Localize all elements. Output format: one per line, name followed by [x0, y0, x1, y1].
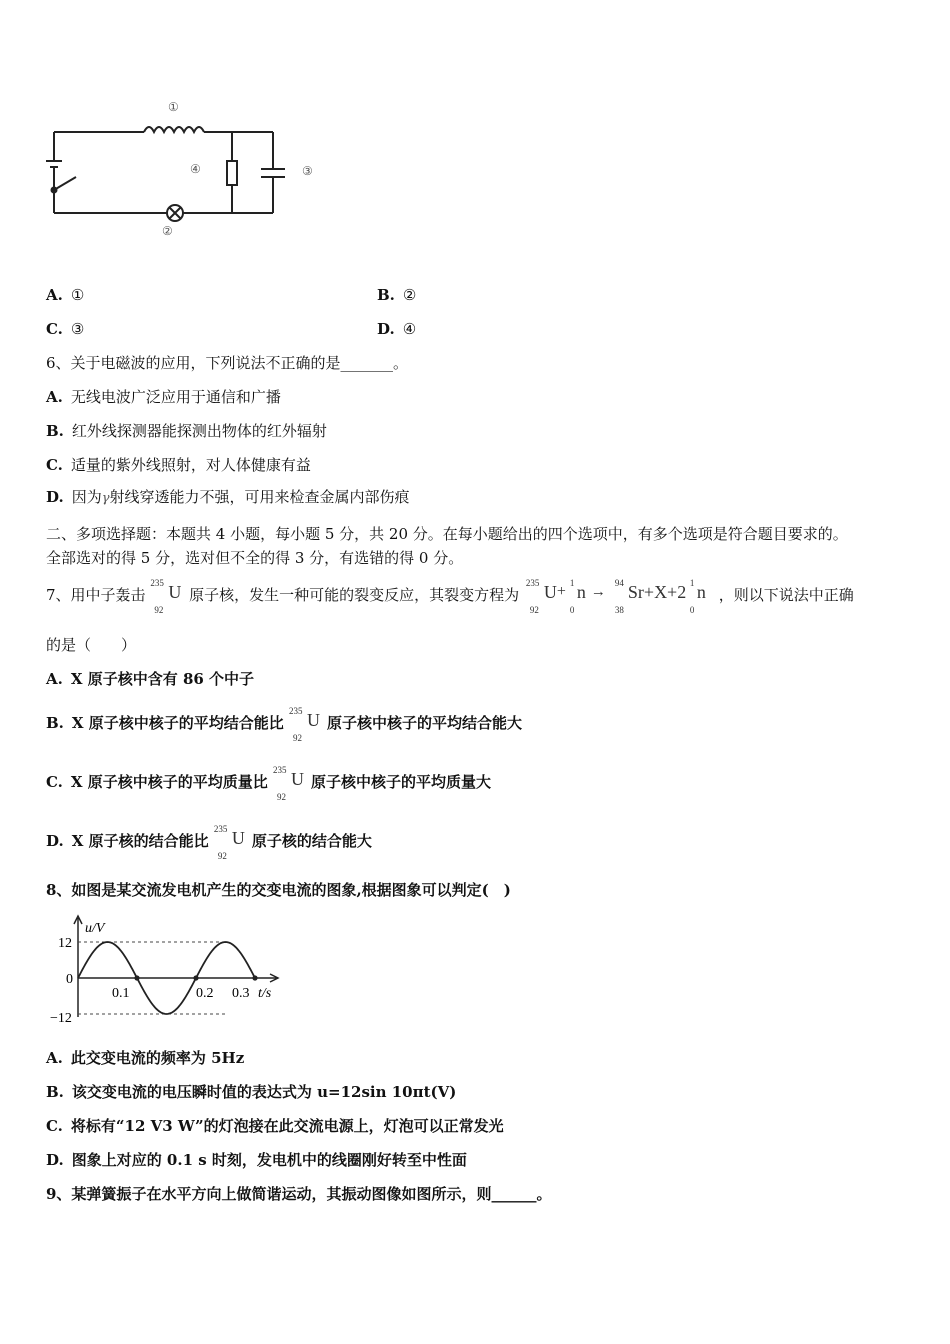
fission-equation: 235 92 U + 1 0 n → 94 38 Sr+X+2 1 0 n: [525, 578, 706, 615]
q8-option-c[interactable]: C. 将标有“12 V3 W”的灯泡接在此交流电源上，灯泡可以正常发光: [46, 1117, 504, 1135]
q5-option-d[interactable]: D. ④: [377, 320, 417, 338]
q6-stem: 6、关于电磁波的应用，下列说法不正确的是_______。: [46, 354, 409, 372]
q6-option-d[interactable]: D. 因为γ射线穿透能力不强，可用来检查金属内部伤痕: [46, 488, 410, 506]
q5-option-a[interactable]: A. ①: [46, 286, 85, 304]
u235-symbol: 235 92 U: [289, 706, 321, 743]
section2-line1: 二、多项选择题：本题共 4 小题，每小题 5 分，共 20 分。在每小题给出的四个选项中，有多个选项是符合题目要求的。: [46, 525, 848, 543]
data-point: [134, 975, 139, 980]
data-point: [252, 975, 257, 980]
q7-option-a[interactable]: A. X 原子核中含有 86 个中子: [46, 670, 255, 688]
y-tick-0: 0: [66, 972, 73, 987]
q7-option-d[interactable]: D. X 原子核的结合能比 235 92 U 原子核的结合能大: [46, 824, 372, 861]
section2-line2: 全部选对的得 5 分，选对但不全的得 3 分，有选错的得 0 分。: [46, 549, 464, 567]
q8-stem: 8、如图是某交流发电机产生的交变电流的图象,根据图象可以判定( ): [46, 881, 511, 899]
q8-option-d[interactable]: D. 图象上对应的 0.1 s 时刻，发电机中的线圈刚好转至中性面: [46, 1151, 467, 1169]
q7-stem-line2: 的是（ ）: [46, 636, 137, 654]
q8-option-b[interactable]: B. 该交变电流的电压瞬时值的表达式为 u=12sin 10πt(V): [46, 1083, 457, 1101]
q7-stem: 7、用中子轰击 235 92 U 原子核，发生一种可能的裂变反应，其裂变方程为 235 92 U + 1 0 n → 94 38 Sr+X+2 1 0 n ，则以下说法中正确: [46, 578, 854, 615]
ac-voltage-chart: [40, 910, 290, 1030]
q6-option-c[interactable]: C. 适量的紫外线照射，对人体健康有益: [46, 456, 311, 474]
u235-symbol: 235 92 U: [273, 765, 305, 802]
q6-option-a[interactable]: A. 无线电波广泛应用于通信和广播: [46, 388, 281, 406]
data-point: [193, 975, 198, 980]
q5-option-c[interactable]: C. ③: [46, 320, 85, 338]
mark-4: ④: [190, 162, 201, 176]
q5-option-b[interactable]: B. ②: [377, 286, 417, 304]
xlabel: t/s: [258, 986, 272, 1001]
mark-2: ②: [162, 224, 173, 238]
u235-symbol: 235 92 U: [150, 578, 182, 615]
u235-symbol: 235 92 U: [213, 824, 245, 861]
q8-option-a[interactable]: A. 此交变电流的频率为 5Hz: [46, 1049, 245, 1067]
q7-option-c[interactable]: C. X 原子核中核子的平均质量比 235 92 U 原子核中核子的平均质量大: [46, 765, 492, 802]
mark-1: ①: [168, 100, 179, 114]
ylabel: u/V: [85, 921, 105, 936]
q6-option-b[interactable]: B. 红外线探测器能探测出物体的红外辐射: [46, 422, 327, 440]
q7-option-b[interactable]: B. X 原子核中核子的平均结合能比 235 92 U 原子核中核子的平均结合能大: [46, 706, 523, 743]
mark-3: ③: [302, 164, 313, 178]
x-tick-0.2: 0.2: [196, 986, 214, 1001]
y-tick-neg12: −12: [50, 1011, 72, 1026]
x-tick-0.1: 0.1: [112, 986, 130, 1001]
x-tick-0.3: 0.3: [232, 986, 250, 1001]
q9-stem: 9、某弹簧振子在水平方向上做简谐运动，其振动图像如图所示，则______。: [46, 1185, 552, 1203]
y-tick-12: 12: [58, 936, 72, 951]
circuit-diagram: [40, 95, 330, 240]
